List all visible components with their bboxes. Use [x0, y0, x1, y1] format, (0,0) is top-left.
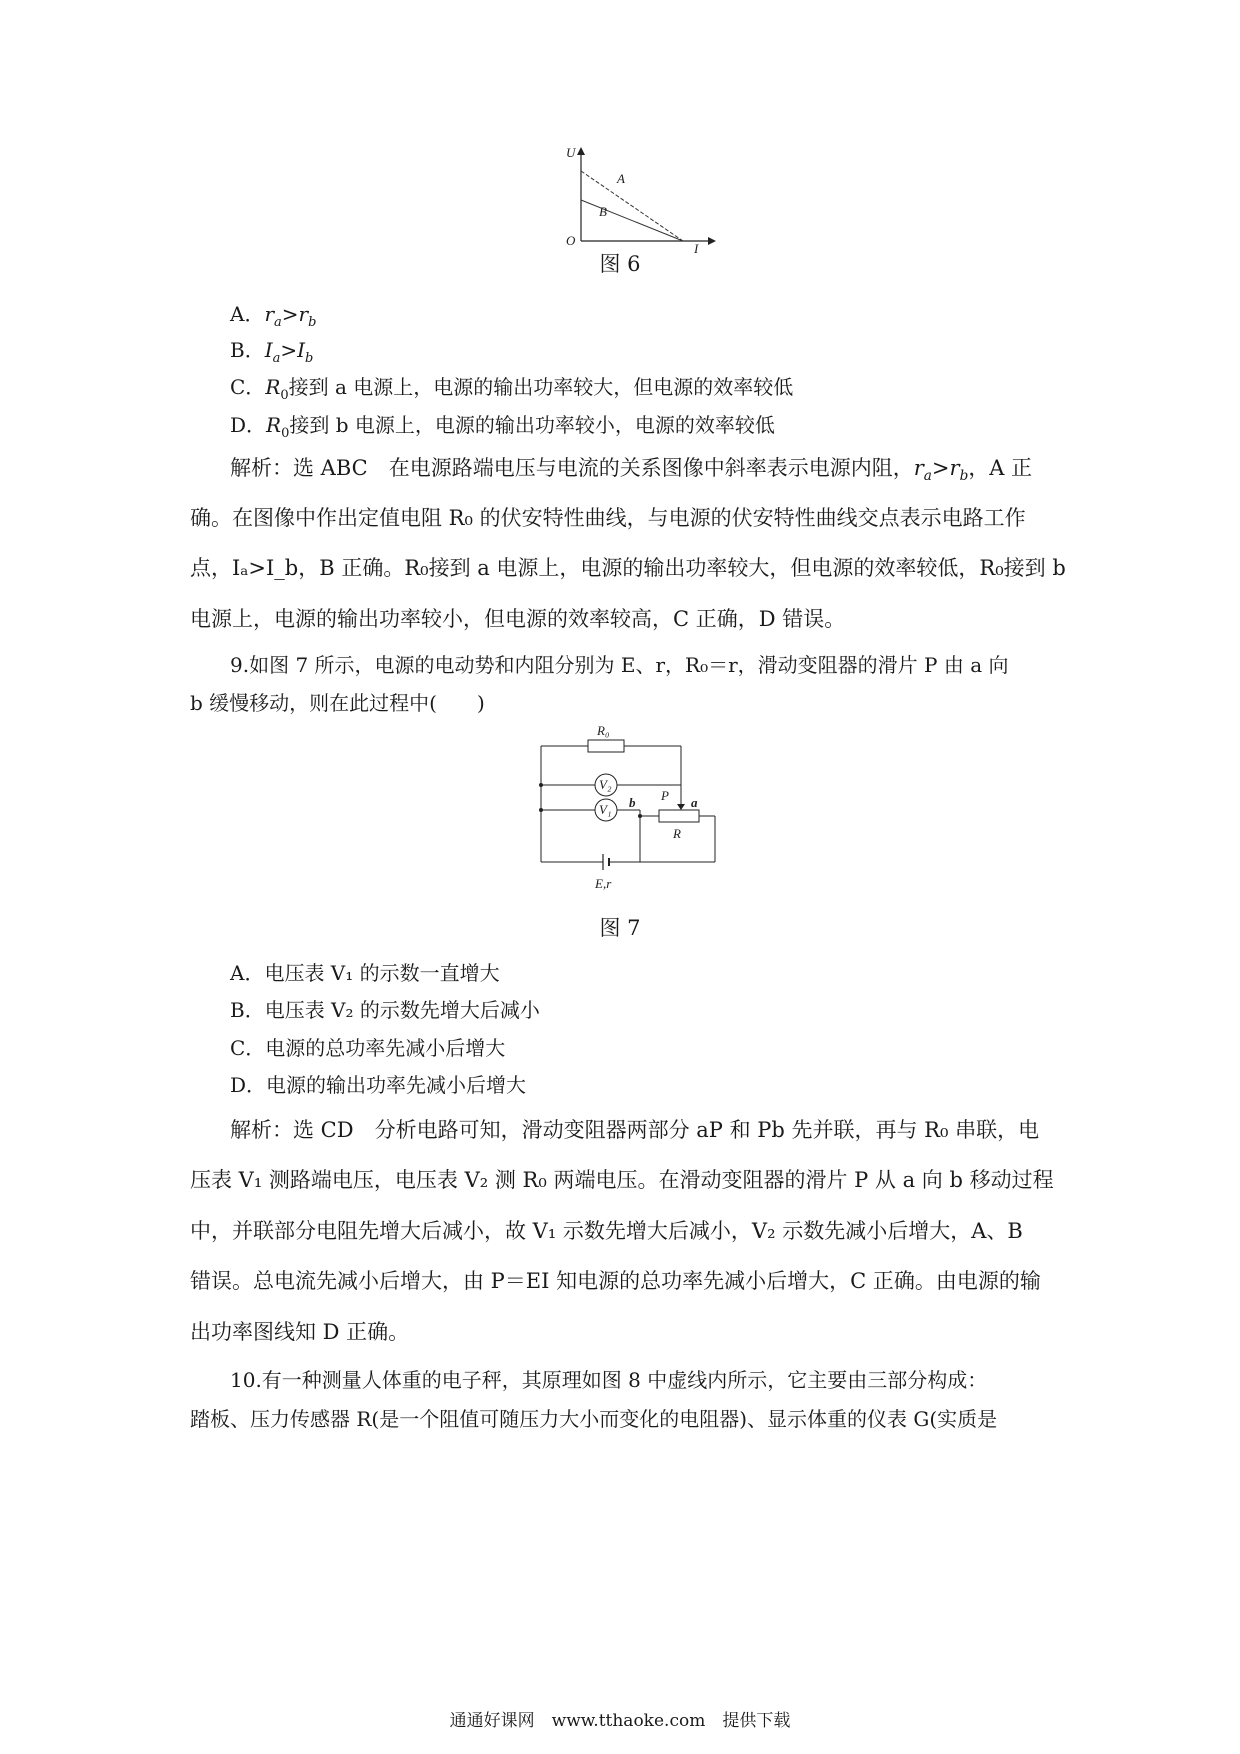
v1-label: V₁: [599, 802, 612, 817]
q8-option-c-text: 接到 a 电源上，电源的输出功率较大，但电源的效率较低: [288, 375, 794, 399]
figure-6-caption: 图 6: [599, 252, 641, 276]
q9-stem-line-2: b 缓慢移动，则在此过程中( ): [190, 691, 485, 715]
axis-i-label: I: [694, 241, 699, 255]
page-footer: 通通好课网 www.tthaoke.com 提供下载: [449, 1711, 791, 1731]
p-label: P: [661, 788, 669, 803]
axis-u-label: U: [566, 145, 576, 160]
q8-option-a-label: A．: [230, 302, 265, 326]
q8-option-a: A．$r_a>r_b$: [230, 302, 317, 330]
q8-option-c: C．$R_0$接到 a 电源上，电源的输出功率较大，但电源的效率较低: [230, 375, 794, 403]
source-label: E,r: [595, 876, 612, 891]
figure-7-circuit: [535, 724, 745, 904]
a-label: a: [691, 795, 698, 810]
line-b-label: B: [599, 204, 607, 219]
b-label: b: [629, 795, 636, 810]
q8-option-d: D．$R_0$接到 b 电源上，电源的输出功率较小，电源的效率较低: [230, 413, 775, 441]
q9-explanation-line-1: 解析：选 CD 分析电路可知，滑动变阻器两部分 aP 和 Pb 先并联，再与 R₀ 串联，电: [230, 1118, 1040, 1142]
r-label: R: [673, 826, 681, 841]
q8-explanation-prefix: 解析：选 ABC 在电源路端电压与电流的关系图像中斜率表示电源内阻，: [230, 456, 914, 480]
r0-label: R₀: [597, 724, 610, 738]
q9-explanation-line-3: 中，并联部分电阻先增大后减小，故 V₁ 示数先增大后减小，V₂ 示数先减小后增大，A、B: [190, 1219, 1023, 1243]
q9-stem-line-1: 9.如图 7 所示，电源的电动势和内阻分别为 E、r，R₀＝r，滑动变阻器的滑片 P 由 a 向: [230, 653, 1009, 677]
q8-explanation-line-4: 电源上，电源的输出功率较小，但电源的效率较高，C 正确，D 错误。: [190, 607, 846, 631]
q9-option-b: B．电压表 V₂ 的示数先增大后减小: [230, 998, 540, 1022]
origin-label: O: [566, 233, 576, 248]
q8-explanation-line-3: 点，Iₐ>I_b，B 正确。R₀接到 a 电源上，电源的输出功率较大，但电源的效率较低，R₀接到 b: [190, 556, 1066, 580]
rheostat-r: [659, 810, 699, 822]
v2-label: V₂: [599, 777, 612, 792]
q9-option-d: D．电源的输出功率先减小后增大: [230, 1073, 527, 1097]
q10-stem-line-2: 踏板、压力传感器 R(是一个阻值可随压力大小而变化的电阻器)、显示体重的仪表 G(实质是: [190, 1407, 998, 1431]
q9-option-a: A．电压表 V₁ 的示数一直增大: [230, 961, 500, 985]
q8-option-c-label: C．: [230, 375, 266, 399]
q10-stem-line-1: 10.有一种测量人体重的电子秤，其原理如图 8 中虚线内所示，它主要由三部分构成：: [230, 1368, 988, 1392]
slider-p-arrow: [677, 804, 685, 810]
q8-option-b-label: B．: [230, 338, 265, 362]
q8-explanation-line-1: 解析：选 ABC 在电源路端电压与电流的关系图像中斜率表示电源内阻，$r_a>r_b$，A 正: [230, 456, 1033, 485]
q8-explanation-suffix: ，A 正: [968, 456, 1033, 480]
figure-6-ui-graph: [560, 145, 730, 255]
q8-option-d-label: D．: [230, 413, 267, 437]
q9-explanation-line-5: 出功率图线知 D 正确。: [190, 1320, 410, 1344]
q9-explanation-line-4: 错误。总电流先减小后增大，由 P＝EI 知电源的总功率先减小后增大，C 正确。由电源的输: [190, 1269, 1041, 1293]
q8-explanation-line-2: 确。在图像中作出定值电阻 R₀ 的伏安特性曲线，与电源的伏安特性曲线交点表示电路工作: [190, 506, 1026, 530]
u-axis-arrow: [577, 147, 585, 155]
q9-option-c: C．电源的总功率先减小后增大: [230, 1036, 506, 1060]
i-axis-arrow: [708, 237, 716, 245]
q8-option-b: B．$I_a>I_b$: [230, 338, 314, 366]
figure-7-caption: 图 7: [599, 916, 641, 940]
resistor-r0: [588, 740, 624, 752]
line-a-label: A: [617, 171, 625, 186]
q8-option-d-text: 接到 b 电源上，电源的输出功率较小，电源的效率较低: [289, 413, 775, 437]
q9-explanation-line-2: 压表 V₁ 测路端电压，电压表 V₂ 测 R₀ 两端电压。在滑动变阻器的滑片 P 从 a 向 b 移动过程: [190, 1168, 1054, 1192]
